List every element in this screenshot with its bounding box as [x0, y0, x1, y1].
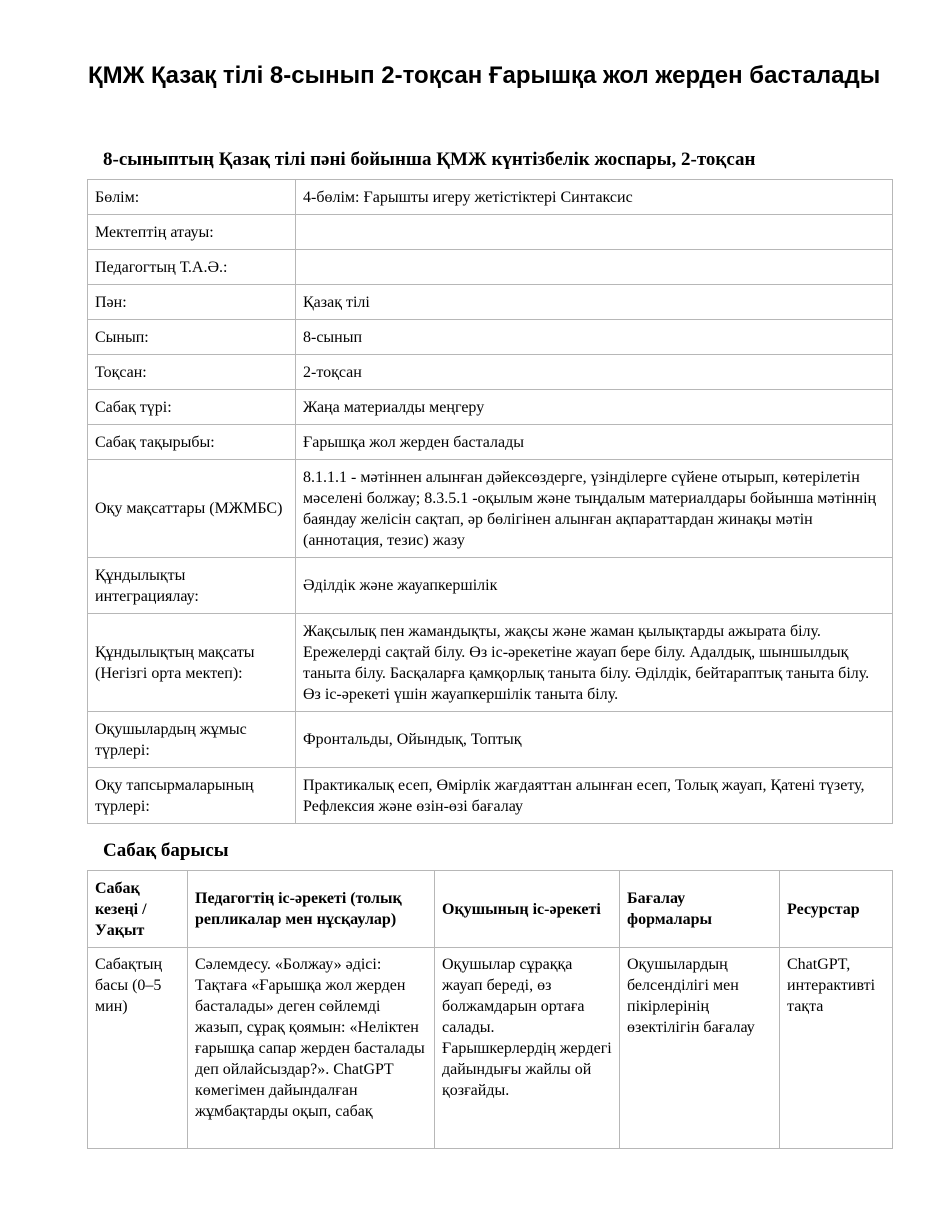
info-value: Практикалық есеп, Өмірлік жағдаяттан алынған есеп, Толық жауап, Қатені түзету, Рефлексия және өзін-өзі бағалау — [296, 768, 893, 824]
info-label: Оқу тапсырмаларының түрлері: — [88, 768, 296, 824]
table-row — [88, 948, 893, 1149]
table-row — [88, 320, 893, 355]
info-value: Жаңа материалды меңгеру — [296, 390, 893, 425]
table-row — [88, 250, 893, 285]
table-row — [88, 355, 893, 390]
info-label: Құндылықты интеграциялау: — [88, 558, 296, 614]
info-label: Оқушылардың жұмыс түрлері: — [88, 712, 296, 768]
table-row — [88, 285, 893, 320]
info-value — [296, 215, 893, 250]
plan-heading: 8-сыныптың Қазақ тілі пәні бойынша ҚМЖ күнтізбелік жоспары, 2-тоқсан — [103, 149, 756, 170]
column-header: Педагогтің іс-әрекеті (толық репликалар мен нұсқаулар) — [188, 871, 435, 948]
table-row — [88, 712, 893, 768]
document-title: ҚМЖ Қазақ тілі 8-сынып 2-тоқсан Ғарышқа жол жерден басталады — [88, 62, 881, 89]
table-row — [88, 180, 893, 215]
info-value: 8-сынып — [296, 320, 893, 355]
info-value: 8.1.1.1 - мәтіннен алынған дәйексөздерге, үзінділерге сүйене отырып, көтерілетін мәселені болжау; 8.3.5.1 -оқылым және тыңдалым материалдары бойынша мәтіннің баяндау желісін сақтап, әр бөлігінен алынған ақпараттардан жинақы мәтін (аннотация, тезис) жазу — [296, 460, 893, 558]
resources-cell: ChatGPT, интерактивті тақта — [780, 948, 893, 1149]
lesson-flow-heading: Сабақ барысы — [103, 840, 229, 861]
table-row — [88, 425, 893, 460]
info-value — [296, 250, 893, 285]
column-header: Бағалау формалары — [620, 871, 780, 948]
table-row — [88, 558, 893, 614]
column-header: Оқушының іс-әрекеті — [435, 871, 620, 948]
stage-cell: Сабақтың басы (0–5 мин) — [88, 948, 188, 1149]
teacher-activity-cell: Сәлемдесу. «Болжау» әдісі: Тақтаға «Ғарышқа жол жерден басталады» деген сөйлемді жазып, сұрақ қоямын: «Неліктен ғарышқа сапар жерден басталады деп ойлайсыздар?». ChatGPT көмегімен дайындалған жұмбақтарды оқып, сабақ — [188, 948, 435, 1149]
info-label: Мектептің атауы: — [88, 215, 296, 250]
info-label: Оқу мақсаттары (МЖМБС) — [88, 460, 296, 558]
column-header: Ресурстар — [780, 871, 893, 948]
table-row — [88, 768, 893, 824]
info-value: 2-тоқсан — [296, 355, 893, 390]
table-row — [88, 460, 893, 558]
info-label: Сабақ түрі: — [88, 390, 296, 425]
info-label: Сынып: — [88, 320, 296, 355]
info-label: Бөлім: — [88, 180, 296, 215]
info-label: Пән: — [88, 285, 296, 320]
student-activity-cell: Оқушылар сұраққа жауап береді, өз болжамдарын ортаға салады. Ғарышкерлердің жердегі дайындығы жайлы ой қозғайды. — [435, 948, 620, 1149]
info-label: Құндылықтың мақсаты (Негізгі орта мектеп): — [88, 614, 296, 712]
lesson-flow-table — [87, 870, 893, 1149]
info-value: 4-бөлім: Ғарышты игеру жетістіктері Синтаксис — [296, 180, 893, 215]
info-value: Ғарышқа жол жерден басталады — [296, 425, 893, 460]
info-value: Әділдік және жауапкершілік — [296, 558, 893, 614]
info-value: Жақсылық пен жамандықты, жақсы және жаман қылықтарды ажырата білу. Ережелерді сақтай білу. Өз іс-әрекетіне жауап бере білу. Адалдық, шыншылдық таныта білу. Басқаларға қамқорлық таныта білу. Әділдік, бейтараптық таныта білу. Өз іс-әрекеті үшін жауапкершілік таныта білу. — [296, 614, 893, 712]
table-header-row — [88, 871, 893, 948]
info-value: Фронтальды, Ойындық, Топтық — [296, 712, 893, 768]
info-value: Қазақ тілі — [296, 285, 893, 320]
table-row — [88, 215, 893, 250]
info-label: Сабақ тақырыбы: — [88, 425, 296, 460]
info-label: Педагогтың Т.А.Ә.: — [88, 250, 296, 285]
assessment-cell: Оқушылардың белсенділігі мен пікірлерінің өзектілігін бағалау — [620, 948, 780, 1149]
lesson-info-table — [87, 179, 893, 824]
column-header: Сабақ кезеңі / Уақыт — [88, 871, 188, 948]
table-row — [88, 390, 893, 425]
info-label: Тоқсан: — [88, 355, 296, 390]
table-row — [88, 614, 893, 712]
